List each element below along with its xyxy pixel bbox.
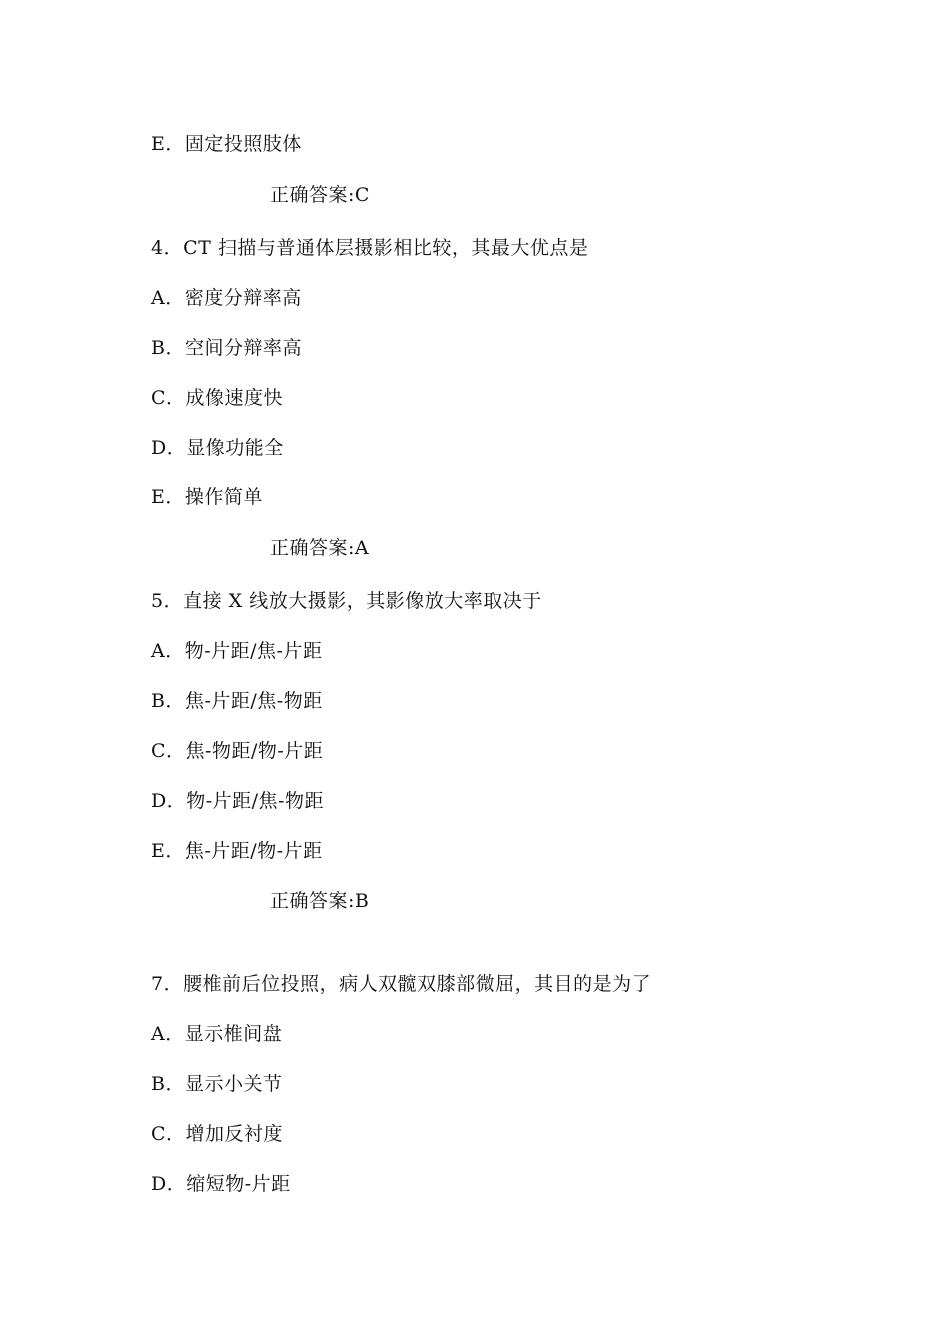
option-line: A．物-片距/焦-片距	[151, 640, 323, 662]
question-line: 7．腰椎前后位投照，病人双髋双膝部微屈，其目的是为了	[151, 973, 652, 995]
answer-line: 正确答案:C	[270, 184, 370, 206]
option-line: C．成像速度快	[151, 387, 284, 409]
option-line: E．焦-片距/物-片距	[151, 840, 323, 862]
option-line: B．空间分辩率高	[151, 337, 302, 359]
option-line: C．焦-物距/物-片距	[151, 740, 324, 762]
option-line: D．物-片距/焦-物距	[151, 790, 324, 812]
answer-line: 正确答案:A	[270, 537, 370, 559]
option-line: D．缩短物-片距	[151, 1173, 291, 1195]
option-line: B．显示小关节	[151, 1073, 283, 1095]
question-line: 4．CT 扫描与普通体层摄影相比较，其最大优点是	[151, 237, 589, 259]
option-line: D．显像功能全	[151, 437, 284, 459]
option-line: A．显示椎间盘	[151, 1023, 283, 1045]
option-line: E．固定投照肢体	[151, 133, 302, 155]
option-line: A．密度分辩率高	[151, 287, 302, 309]
answer-line: 正确答案:B	[270, 890, 370, 912]
question-line: 5．直接 X 线放大摄影，其影像放大率取决于	[151, 590, 542, 612]
option-line: C．增加反衬度	[151, 1123, 284, 1145]
option-line: E．操作简单	[151, 486, 263, 508]
option-line: B．焦-片距/焦-物距	[151, 690, 323, 712]
